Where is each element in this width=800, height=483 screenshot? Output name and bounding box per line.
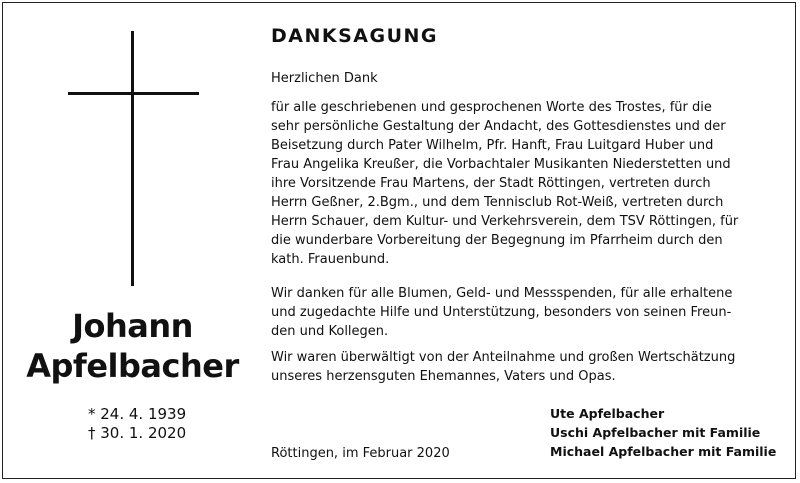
text-line: und zugedachte Hilfe und Unterstützung, besonders von seinen Freun- bbox=[271, 305, 732, 320]
deceased-last-name: Apfelbacher bbox=[26, 347, 239, 385]
deceased-first-name: Johann bbox=[72, 307, 193, 345]
place-and-date: Röttingen, im Februar 2020 bbox=[271, 446, 450, 461]
text-line: den und Kollegen. bbox=[271, 324, 389, 339]
text-line: Herrn Schauer, dem Kultur- und Verkehrsverein, dem TSV Röttingen, für bbox=[271, 214, 739, 229]
cross-icon-horizontal bbox=[68, 92, 199, 95]
text-line: Wir waren überwältigt von der Anteilnahme und großen Wertschätzung bbox=[271, 350, 736, 365]
paragraph-overwhelmed bbox=[271, 348, 791, 386]
signer-name: Ute Apfelbacher bbox=[550, 406, 665, 421]
text-line: für alle geschriebenen und gesprochenen Worte des Trostes, für die bbox=[271, 100, 712, 115]
life-dates bbox=[88, 405, 186, 443]
greeting: Herzlichen Dank bbox=[271, 71, 378, 86]
signers bbox=[550, 404, 776, 461]
signer-name: Uschi Apfelbacher mit Familie bbox=[550, 425, 761, 440]
text-line: die wunderbare Vorbereitung der Begegnung im Pfarrheim durch den bbox=[271, 233, 723, 248]
text-line: sehr persönliche Gestaltung der Andacht, des Gottesdienstes und der bbox=[271, 119, 726, 134]
text-line: ihre Vorsitzende Frau Martens, der Stadt Röttingen, vertreten durch bbox=[271, 176, 711, 191]
text-line: unseres herzensguten Ehemannes, Vaters und Opas. bbox=[271, 369, 616, 384]
heading: DANKSAGUNG bbox=[271, 25, 439, 47]
paragraph-thanks-service bbox=[271, 98, 791, 269]
text-line: Frau Angelika Kreußer, die Vorbachtaler Musikanten Niederstetten und bbox=[271, 157, 731, 172]
cross-icon-vertical bbox=[131, 31, 134, 286]
text-line: Beisetzung durch Pater Wilhelm, Pfr. Hanft, Frau Luitgard Huber und bbox=[271, 138, 714, 153]
obituary-card bbox=[2, 2, 796, 479]
text-line: Wir danken für alle Blumen, Geld- und Messspenden, für alle erhaltene bbox=[271, 286, 733, 301]
paragraph-thanks-donations bbox=[271, 284, 791, 341]
text-line: kath. Frauenbund. bbox=[271, 252, 390, 267]
text-line: Herrn Geßner, 2.Bgm., und dem Tennisclub Rot-Weiß, vertreten durch bbox=[271, 195, 724, 210]
signer-name: Michael Apfelbacher mit Familie bbox=[550, 444, 777, 459]
death-date: † 30. 1. 2020 bbox=[88, 424, 187, 442]
birth-date: * 24. 4. 1939 bbox=[88, 405, 187, 423]
